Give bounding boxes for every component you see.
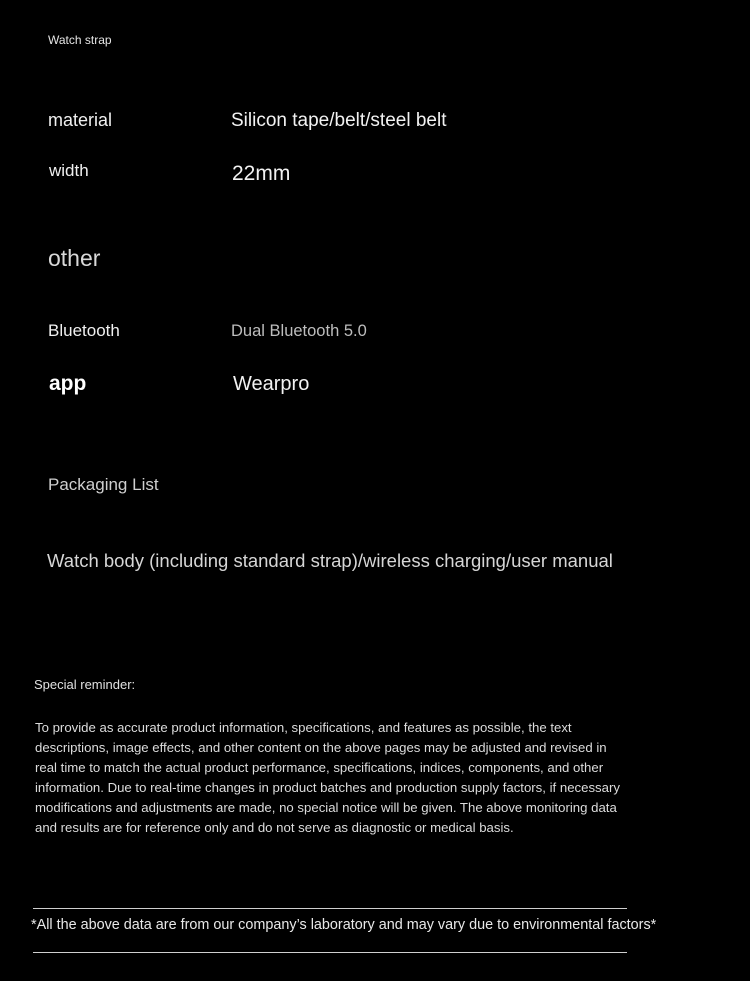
width-label: width — [49, 161, 89, 180]
strap-section-title: Watch strap — [48, 33, 112, 47]
material-value: Silicon tape/belt/steel belt — [231, 110, 447, 131]
bluetooth-value: Dual Bluetooth 5.0 — [231, 322, 367, 340]
material-label: material — [48, 110, 113, 130]
footnote-bottom-divider — [33, 952, 627, 953]
other-section-title: other — [48, 245, 101, 271]
reminder-title: Special reminder: — [34, 677, 136, 692]
packaging-contents: Watch body (including standard strap)/wireless charging/user manual — [47, 550, 613, 571]
bluetooth-label: Bluetooth — [48, 321, 120, 340]
app-label: app — [49, 372, 87, 395]
packaging-title: Packaging List — [48, 475, 159, 494]
reminder-text: To provide as accurate product information, specifications, and features as possible, the text descriptions, image effects, and other content on the above pages may be adjusted and revised in real time to match the actual product performance, specifications, indices, components, and other information. Due to real-time changes in product batches and production supply factors, if necessary modifications and adjustments are made, no special notice will be given. The above monitoring data and results are for reference only and do not serve as diagnostic or medical basis. — [35, 720, 620, 835]
width-value: 22mm — [232, 162, 291, 185]
footnote-top-divider — [33, 908, 627, 909]
app-value: Wearpro — [233, 373, 310, 395]
footnote-text: *All the above data are from our company’s laboratory and may vary due to environmental factors* — [31, 917, 657, 933]
